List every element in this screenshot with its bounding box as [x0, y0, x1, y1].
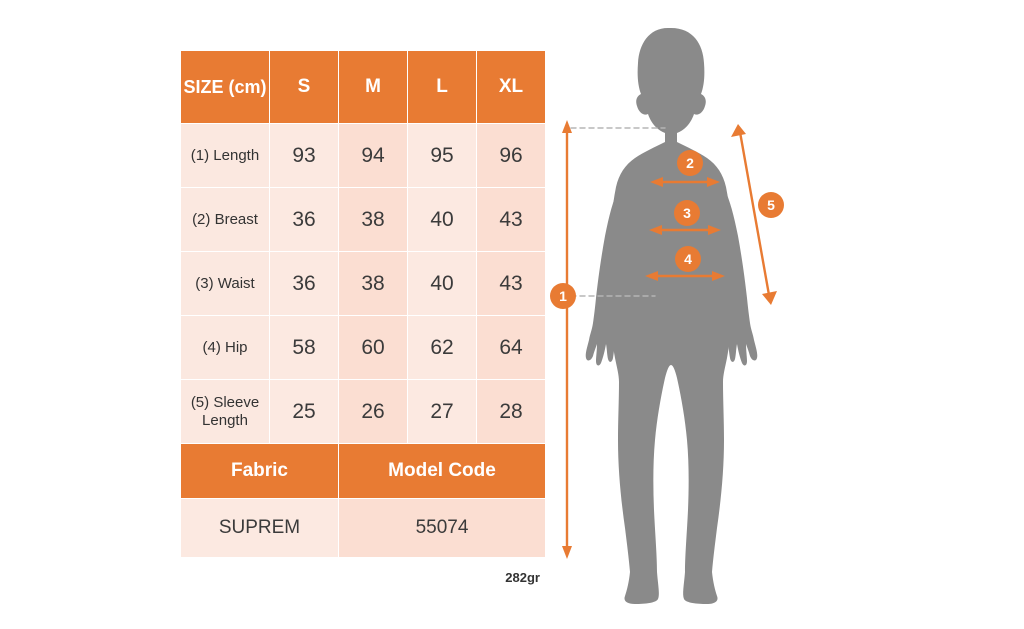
header-col-l: L — [408, 51, 477, 124]
table-row — [181, 380, 546, 444]
feet-shape — [624, 572, 717, 604]
arrowhead-length-top — [562, 120, 572, 133]
cell-hip-s: 58 — [270, 316, 339, 380]
footer-value-fabric: SUPREM — [181, 499, 339, 558]
cell-hip-m: 60 — [339, 316, 408, 380]
header-col-xl: XL — [477, 51, 546, 124]
cell-breast-s: 36 — [270, 188, 339, 252]
cell-sleeve-s: 25 — [270, 380, 339, 444]
cell-waist-xl: 43 — [477, 252, 546, 316]
cell-waist-s: 36 — [270, 252, 339, 316]
cell-hip-l: 62 — [408, 316, 477, 380]
header-size-label: SIZE (cm) — [181, 51, 270, 124]
body-silhouette-shape — [586, 28, 758, 588]
cell-sleeve-xl: 28 — [477, 380, 546, 444]
cell-hip-xl: 64 — [477, 316, 546, 380]
cell-sleeve-m: 26 — [339, 380, 408, 444]
table-row — [181, 316, 546, 380]
footer-header-fabric: Fabric — [181, 444, 339, 499]
table-footer-value-row — [181, 499, 546, 558]
body-silhouette-svg — [545, 20, 1015, 620]
row-label-waist: (3) Waist — [181, 252, 270, 316]
cell-length-m: 94 — [339, 124, 408, 188]
size-chart-table — [180, 50, 546, 558]
row-label-sleeve-length: (5) Sleeve Length — [181, 380, 270, 444]
table-row — [181, 188, 546, 252]
cell-length-l: 95 — [408, 124, 477, 188]
cell-breast-l: 40 — [408, 188, 477, 252]
cell-waist-l: 40 — [408, 252, 477, 316]
table-footer-header-row — [181, 444, 546, 499]
badge-5-sleeve-length: 5 — [758, 192, 784, 218]
arrowhead-sleeve-top — [731, 124, 746, 137]
fabric-weight-note: 282gr — [505, 570, 540, 585]
measurement-figure — [545, 20, 1015, 620]
badge-1-length: 1 — [550, 283, 576, 309]
badge-4-hip: 4 — [675, 246, 701, 272]
table-header-row — [181, 51, 546, 124]
arrowhead-sleeve-bottom — [762, 291, 777, 305]
badge-2-breast: 2 — [677, 150, 703, 176]
arrowhead-length-bottom — [562, 546, 572, 559]
cell-length-xl: 96 — [477, 124, 546, 188]
table-row — [181, 124, 546, 188]
footer-value-model-code: 55074 — [339, 499, 546, 558]
cell-length-s: 93 — [270, 124, 339, 188]
row-label-hip: (4) Hip — [181, 316, 270, 380]
badge-3-waist: 3 — [674, 200, 700, 226]
cell-waist-m: 38 — [339, 252, 408, 316]
cell-breast-m: 38 — [339, 188, 408, 252]
row-label-breast: (2) Breast — [181, 188, 270, 252]
header-col-s: S — [270, 51, 339, 124]
cell-sleeve-l: 27 — [408, 380, 477, 444]
table-row — [181, 252, 546, 316]
footer-header-model-code: Model Code — [339, 444, 546, 499]
header-col-m: M — [339, 51, 408, 124]
cell-breast-xl: 43 — [477, 188, 546, 252]
row-label-length: (1) Length — [181, 124, 270, 188]
